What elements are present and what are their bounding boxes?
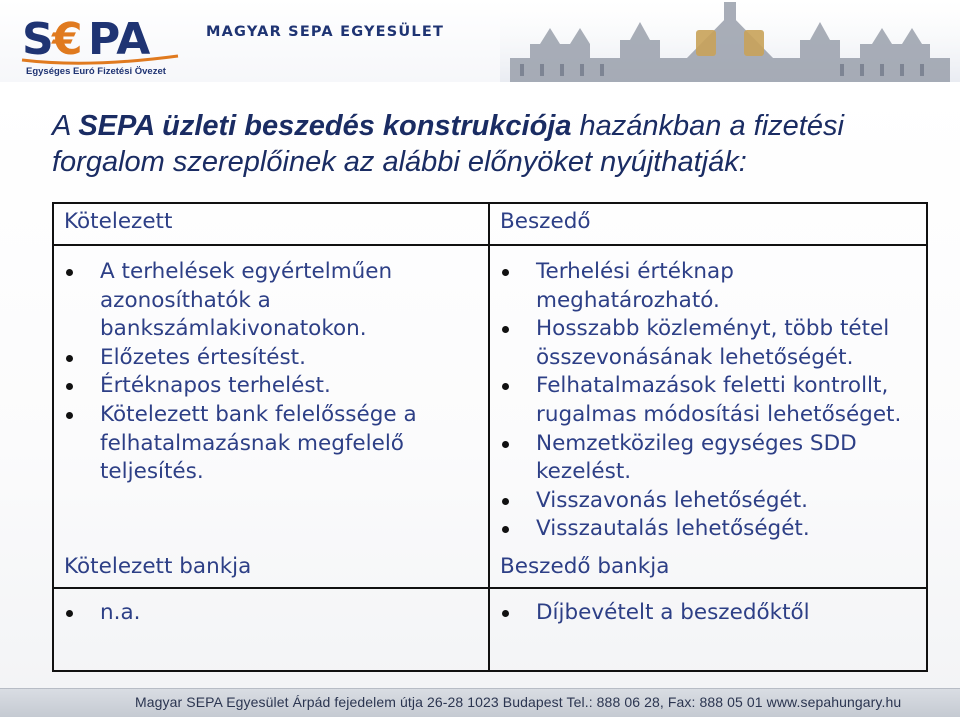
svg-text:Egységes Euró Fizetési Övezet: Egységes Euró Fizetési Övezet [26, 66, 166, 76]
bullet-icon [66, 383, 73, 390]
bullet-icon [502, 526, 509, 533]
header-kotelezett [53, 203, 489, 245]
bullet-icon [66, 610, 73, 617]
bullet-icon [502, 498, 509, 505]
header-beszedo [489, 203, 927, 245]
cell-kotelezett-bankja [53, 588, 489, 671]
cell-beszedo-bankja [489, 588, 927, 671]
svg-text:S: S [22, 14, 54, 65]
bullet-icon [502, 610, 509, 617]
header-beszedo-label: Beszedő [500, 209, 591, 234]
list-item [64, 401, 482, 487]
list-item [64, 258, 482, 344]
list-item [500, 258, 920, 315]
header-kotelezett-bankja: Kötelezett bankja [64, 554, 252, 579]
list-item-text: Felhatalmazások feletti kontrollt, rugalmas módosítási lehetőséget. [536, 373, 902, 427]
bullet-icon [66, 269, 73, 276]
parliament-image [500, 0, 960, 82]
list-item-text: Kötelezett bank felelőssége a felhatalmazásnak megfelelő teljesítés. [100, 401, 417, 485]
list-item [500, 372, 920, 429]
list-item-text: Nemzetközileg egységes SDD kezelést. [536, 430, 857, 485]
benefits-table [52, 202, 928, 672]
title-part2: hazánkban a fizetési forgalom szereplőinek az alábbi előnyöket nyújthatják: [52, 110, 844, 178]
bullet-icon [66, 355, 73, 362]
list-item [500, 430, 920, 487]
list-item-text: n.a. [100, 600, 141, 625]
cell-kotelezett-benefits [53, 245, 489, 588]
organization-name: MAGYAR SEPA EGYESÜLET [206, 24, 445, 40]
list-item [500, 487, 920, 516]
list-item-text: Terhelési értéknap meghatározható. [536, 259, 734, 313]
footer-contact-text: Magyar SEPA Egyesület Árpád fejedelem útja 26-28 1023 Budapest Tel.: 888 06 28, Fax: 888 05 01 www.sepahungary.hu [135, 694, 902, 710]
page-title [52, 108, 932, 180]
footer-bar [0, 688, 960, 717]
list-item-text: Hosszabb közleményt, több tétel összevonásának lehetőségét. [536, 316, 890, 370]
list-item-text: Visszavonás lehetőségét. [536, 487, 808, 513]
list-item-text: Értéknapos terhelést. [100, 373, 331, 399]
sepa-logo [18, 6, 208, 76]
svg-text:€: € [52, 14, 83, 65]
header-beszedo-bankja: Beszedő bankja [500, 554, 670, 579]
beszedo-bankja-list [490, 589, 926, 628]
cell-beszedo-benefits [489, 245, 927, 588]
bullet-icon [502, 326, 509, 333]
list-item-text: Díjbevételt a beszedőktől [536, 600, 810, 625]
kotelezett-benefit-list [54, 246, 488, 487]
list-item [500, 599, 920, 628]
list-item [64, 599, 482, 628]
svg-text:PA: PA [88, 14, 151, 65]
header-banner [0, 0, 960, 82]
list-item-text: A terhelések egyértelműen azonosíthatók a bankszámlakivonatokon. [100, 259, 393, 342]
title-bold: SEPA üzleti beszedés konstrukciója [78, 110, 572, 142]
bullet-icon [66, 412, 73, 419]
title-part1: A [52, 110, 79, 142]
list-item [64, 372, 482, 401]
list-item [500, 315, 920, 372]
header-kotelezett-label: Kötelezett [64, 209, 173, 234]
beszedo-benefit-list [490, 246, 926, 544]
list-item [64, 344, 482, 373]
bullet-icon [502, 269, 509, 276]
bullet-icon [502, 441, 509, 448]
list-item [500, 515, 920, 544]
bullet-icon [502, 383, 509, 390]
kotelezett-bankja-list [54, 589, 488, 628]
list-item-text: Visszautalás lehetőségét. [536, 516, 810, 542]
list-item-text: Előzetes értesítést. [100, 344, 306, 370]
